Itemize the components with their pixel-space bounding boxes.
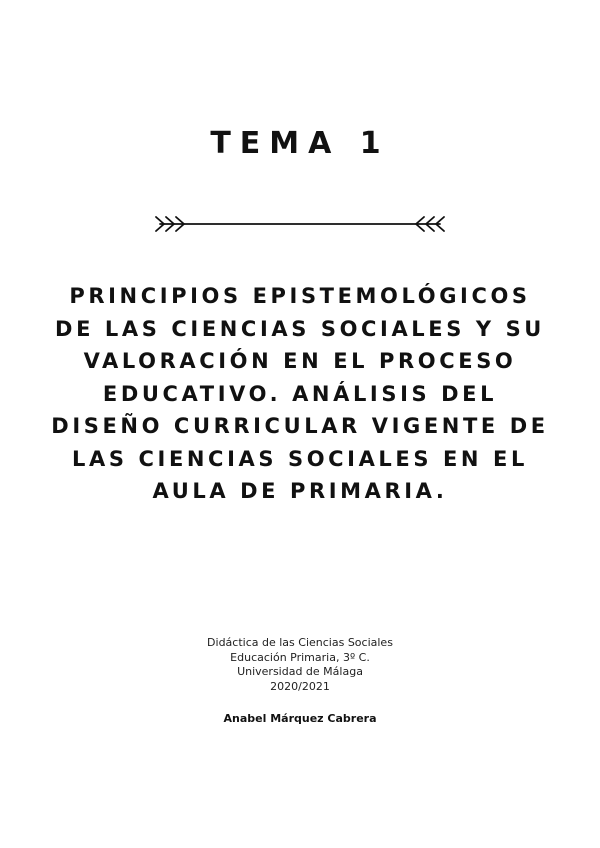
subject-line: Didáctica de las Ciencias Sociales: [207, 636, 393, 649]
page-title: TEMA 1: [210, 126, 390, 161]
arrow-divider-icon: [152, 212, 448, 236]
document-meta: [0, 636, 600, 694]
document-subtitle: PRINCIPIOS EPISTEMOLÓGICOS DE LAS CIENCIAS SOCIALES Y SU VALORACIÓN EN EL PROCESO EDUCATIVO. ANÁLISIS DEL DISEÑO CURRICULAR VIGENTE DE LAS CIENCIAS SOCIALES EN EL AULA DE PRIMARIA.: [51, 284, 549, 503]
academic-year-line: 2020/2021: [270, 679, 330, 693]
course-line: Educación Primaria, 3º C.: [230, 650, 370, 664]
author-name: Anabel Márquez Cabrera: [223, 712, 377, 725]
university-line: Universidad de Málaga: [237, 665, 363, 678]
